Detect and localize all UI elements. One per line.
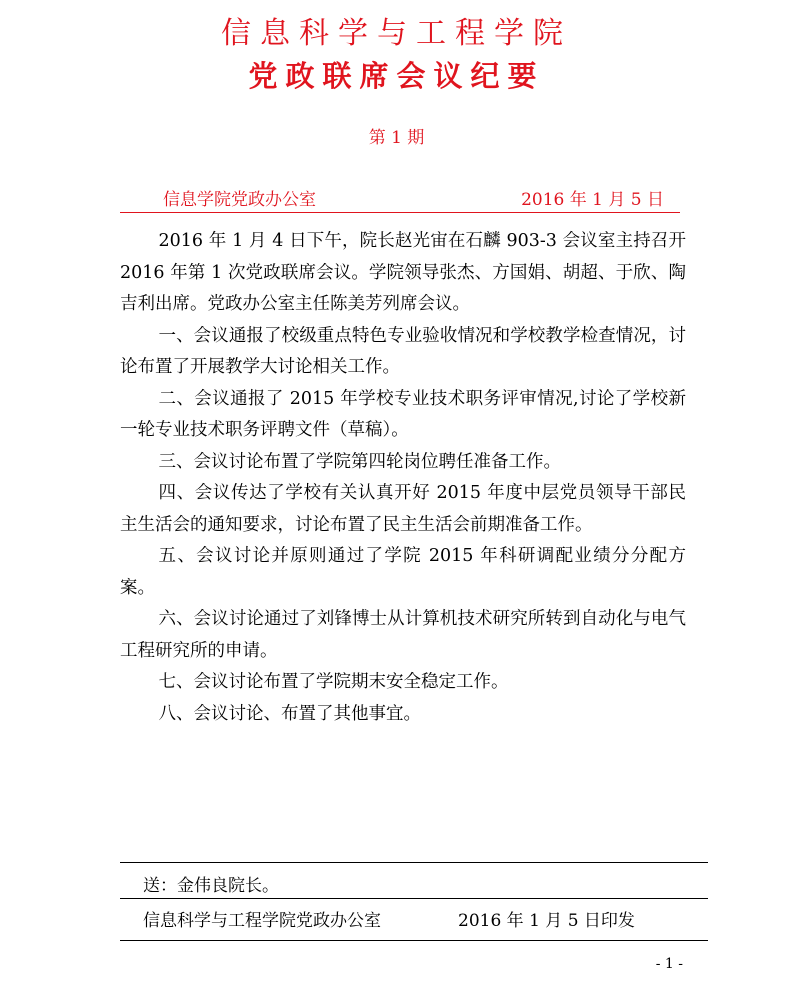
body-paragraph: 二、会议通报了 2015 年学校专业技术职务评审情况,讨论了学校新一轮专业技术职务评聘文件（草稿）。 [120,388,686,440]
body-paragraph: 三、会议讨论布置了学院第四轮岗位聘任准备工作。 [158,451,561,472]
footer-divider [120,898,708,899]
body-paragraph: 七、会议讨论布置了学院期末安全稳定工作。 [158,672,509,692]
body-paragraph: 一、会议通报了校级重点特色专业验收情况和学校教学检查情况，讨论布置了开展教学大讨论相关工作。 [120,325,686,377]
document-body [120,226,686,730]
body-paragraph: 六、会议讨论通过了刘锋博士从计算机技术研究所转到自动化与电气工程研究所的申请。 [120,609,686,661]
recipients: 送：金伟良院长。 [143,876,279,896]
body-paragraph: 2016 年 1 月 4 日下午，院长赵光宙在石麟 903-3 会议室主持召开 2016 年第 1 次党政联席会议。学院领导张杰、方国娟、胡超、于欣、陶吉利出席。党政办公室主任陈美芳列席会议。 [120,231,686,314]
print-date: 2016 年 1 月 5 日印发 [458,911,635,931]
issuer-row [120,188,680,213]
issue-number: 第 1 期 [368,128,425,148]
body-paragraph: 八、会议讨论、布置了其他事宜。 [158,703,421,724]
body-paragraph: 四、会议传达了学校有关认真开好 2015 年度中层党员领导干部民主生活会的通知要求，讨论布置了民主生活会前期准备工作。 [120,483,686,535]
organization-title: 信息科学与工程学院 [221,16,572,51]
print-office: 信息科学与工程学院党政办公室 [143,911,381,931]
body-paragraph: 五、会议讨论并原则通过了学院 2015 年科研调配业绩分分配方案。 [120,546,686,598]
document-title: 党政联席会议纪要 [248,59,545,93]
footer-divider [120,940,708,941]
footer-divider [120,862,708,863]
page-number: - 1 - [655,956,683,972]
issuer-name: 信息学院党政办公室 [163,190,316,210]
issue-date: 2016 年 1 月 5 日 [521,190,664,210]
